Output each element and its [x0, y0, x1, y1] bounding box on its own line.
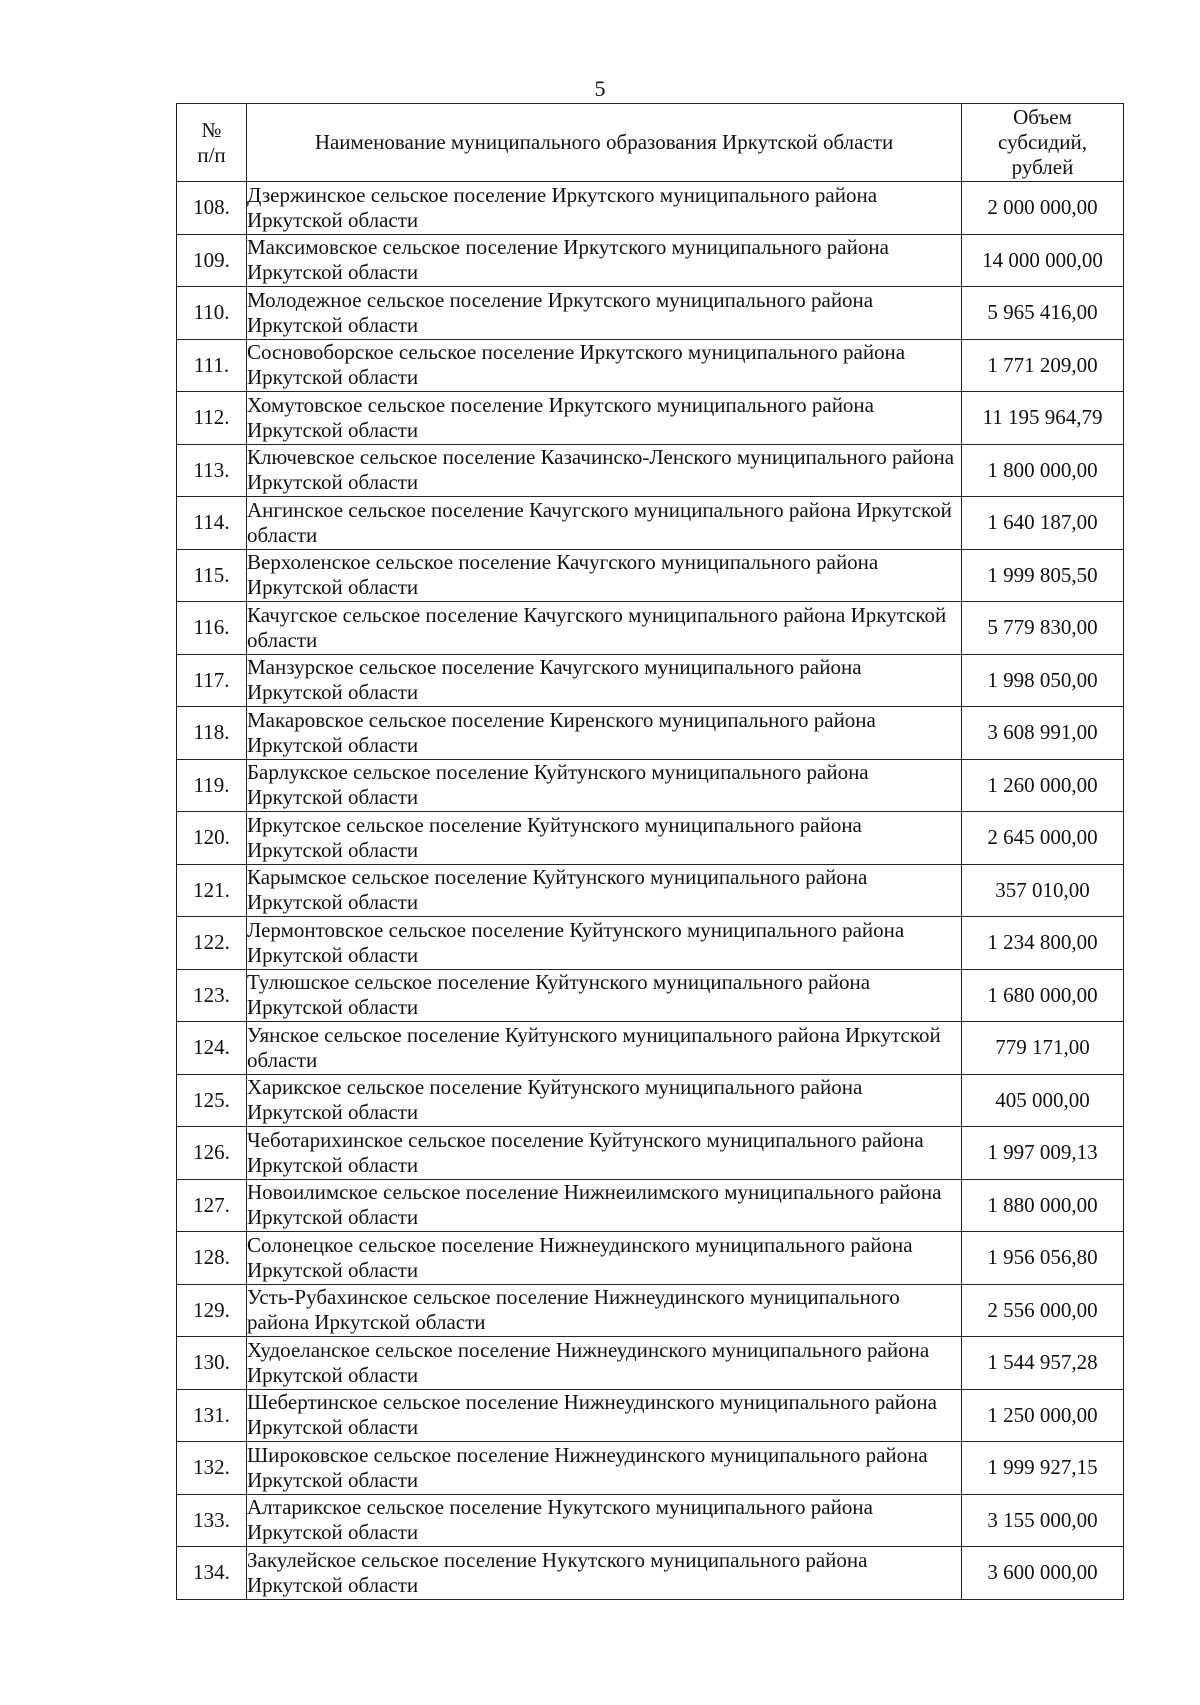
table-row — [177, 1179, 1124, 1232]
subsidy-amount: 2 556 000,00 — [962, 1284, 1124, 1337]
table-row — [177, 864, 1124, 917]
subsidy-amount: 1 956 056,80 — [962, 1232, 1124, 1285]
municipality-name: Худоеланское сельское поселение Нижнеудинского муниципального района Иркутской области — [247, 1337, 962, 1390]
subsidy-amount: 1 640 187,00 — [962, 497, 1124, 550]
municipality-name: Чеботарихинское сельское поселение Куйтунского муниципального района Иркутской области — [247, 1127, 962, 1180]
table-row — [177, 1232, 1124, 1285]
subsidy-amount: 2 000 000,00 — [962, 182, 1124, 235]
row-number: 112. — [177, 392, 247, 445]
table-row — [177, 549, 1124, 602]
subsidy-amount: 1 997 009,13 — [962, 1127, 1124, 1180]
row-number: 116. — [177, 602, 247, 655]
subsidy-amount: 779 171,00 — [962, 1022, 1124, 1075]
municipality-name: Солонецкое сельское поселение Нижнеудинского муниципального района Иркутской области — [247, 1232, 962, 1285]
subsidy-amount: 5 965 416,00 — [962, 287, 1124, 340]
table-row — [177, 759, 1124, 812]
municipality-name: Тулюшское сельское поселение Куйтунского муниципального района Иркутской области — [247, 969, 962, 1022]
municipality-name: Ангинское сельское поселение Качугского муниципального района Иркутской области — [247, 497, 962, 550]
row-number: 118. — [177, 707, 247, 760]
municipality-name: Шебертинское сельское поселение Нижнеудинского муниципального района Иркутской области — [247, 1389, 962, 1442]
row-number: 121. — [177, 864, 247, 917]
table-row — [177, 339, 1124, 392]
municipality-name: Верхоленское сельское поселение Качугского муниципального района Иркутской области — [247, 549, 962, 602]
municipality-name: Качугское сельское поселение Качугского муниципального района Иркутской области — [247, 602, 962, 655]
municipality-name: Дзержинское сельское поселение Иркутского муниципального района Иркутской области — [247, 182, 962, 235]
municipality-name: Макаровское сельское поселение Киренского муниципального района Иркутской области — [247, 707, 962, 760]
municipality-name: Усть-Рубахинское сельское поселение Нижнеудинского муниципального района Иркутской области — [247, 1284, 962, 1337]
subsidy-amount: 405 000,00 — [962, 1074, 1124, 1127]
table-row — [177, 707, 1124, 760]
header-number — [177, 104, 247, 182]
subsidy-amount: 14 000 000,00 — [962, 234, 1124, 287]
table-row — [177, 234, 1124, 287]
subsidy-amount: 2 645 000,00 — [962, 812, 1124, 865]
header-amount-text: Объем субсидий, рублей — [998, 105, 1087, 179]
subsidy-amount: 1 998 050,00 — [962, 654, 1124, 707]
row-number: 123. — [177, 969, 247, 1022]
municipality-name: Закулейское сельское поселение Нукутского муниципального района Иркутской области — [247, 1547, 962, 1600]
table-row — [177, 654, 1124, 707]
subsidy-amount: 1 544 957,28 — [962, 1337, 1124, 1390]
subsidy-amount: 1 771 209,00 — [962, 339, 1124, 392]
table-row — [177, 1389, 1124, 1442]
row-number: 115. — [177, 549, 247, 602]
row-number: 110. — [177, 287, 247, 340]
table-header-row — [177, 104, 1124, 182]
table-row — [177, 287, 1124, 340]
row-number: 108. — [177, 182, 247, 235]
table-row — [177, 497, 1124, 550]
table-row — [177, 1022, 1124, 1075]
municipality-name: Сосновоборское сельское поселение Иркутского муниципального района Иркутской области — [247, 339, 962, 392]
row-number: 134. — [177, 1547, 247, 1600]
table-row — [177, 812, 1124, 865]
subsidy-amount: 3 155 000,00 — [962, 1494, 1124, 1547]
row-number: 133. — [177, 1494, 247, 1547]
municipality-name: Широковское сельское поселение Нижнеудинского муниципального района Иркутской области — [247, 1442, 962, 1495]
subsidy-amount: 3 600 000,00 — [962, 1547, 1124, 1600]
municipality-name: Уянское сельское поселение Куйтунского муниципального района Иркутской области — [247, 1022, 962, 1075]
row-number: 125. — [177, 1074, 247, 1127]
row-number: 130. — [177, 1337, 247, 1390]
municipality-name: Иркутское сельское поселение Куйтунского муниципального района Иркутской области — [247, 812, 962, 865]
header-number-text: № п/п — [197, 117, 226, 167]
table-row — [177, 392, 1124, 445]
row-number: 117. — [177, 654, 247, 707]
municipality-name: Барлукское сельское поселение Куйтунского муниципального района Иркутской области — [247, 759, 962, 812]
municipality-name: Ключевское сельское поселение Казачинско-Ленского муниципального района Иркутской области — [247, 444, 962, 497]
municipality-name: Харикское сельское поселение Куйтунского муниципального района Иркутской области — [247, 1074, 962, 1127]
municipality-name: Хомутовское сельское поселение Иркутского муниципального района Иркутской области — [247, 392, 962, 445]
table-row — [177, 444, 1124, 497]
row-number: 111. — [177, 339, 247, 392]
table-row — [177, 969, 1124, 1022]
subsidy-amount: 3 608 991,00 — [962, 707, 1124, 760]
municipality-name: Алтарикское сельское поселение Нукутского муниципального района Иркутской области — [247, 1494, 962, 1547]
table-row — [177, 1074, 1124, 1127]
table-row — [177, 1337, 1124, 1390]
row-number: 129. — [177, 1284, 247, 1337]
row-number: 113. — [177, 444, 247, 497]
row-number: 119. — [177, 759, 247, 812]
table-row — [177, 1442, 1124, 1495]
municipality-name: Максимовское сельское поселение Иркутского муниципального района Иркутской области — [247, 234, 962, 287]
table-row — [177, 1284, 1124, 1337]
table-row — [177, 917, 1124, 970]
municipality-name: Лермонтовское сельское поселение Куйтунского муниципального района Иркутской области — [247, 917, 962, 970]
municipality-name: Новоилимское сельское поселение Нижнеилимского муниципального района Иркутской области — [247, 1179, 962, 1232]
row-number: 126. — [177, 1127, 247, 1180]
subsidy-amount: 1 234 800,00 — [962, 917, 1124, 970]
row-number: 114. — [177, 497, 247, 550]
subsidy-amount: 1 999 805,50 — [962, 549, 1124, 602]
subsidy-amount: 1 260 000,00 — [962, 759, 1124, 812]
municipality-name: Карымское сельское поселение Куйтунского муниципального района Иркутской области — [247, 864, 962, 917]
subsidy-amount: 1 680 000,00 — [962, 969, 1124, 1022]
subsidy-amount: 1 880 000,00 — [962, 1179, 1124, 1232]
table-row — [177, 1494, 1124, 1547]
subsidy-amount: 5 779 830,00 — [962, 602, 1124, 655]
table-row — [177, 1547, 1124, 1600]
table-body — [177, 182, 1124, 1600]
subsidy-amount: 11 195 964,79 — [962, 392, 1124, 445]
row-number: 120. — [177, 812, 247, 865]
row-number: 127. — [177, 1179, 247, 1232]
subsidy-amount: 357 010,00 — [962, 864, 1124, 917]
row-number: 131. — [177, 1389, 247, 1442]
table-row — [177, 1127, 1124, 1180]
header-name: Наименование муниципального образования Иркутской области — [247, 104, 962, 182]
row-number: 128. — [177, 1232, 247, 1285]
row-number: 124. — [177, 1022, 247, 1075]
table-row — [177, 182, 1124, 235]
header-amount — [962, 104, 1124, 182]
table-row — [177, 602, 1124, 655]
page-number: 5 — [594, 76, 606, 101]
row-number: 109. — [177, 234, 247, 287]
municipality-name: Манзурское сельское поселение Качугского муниципального района Иркутской области — [247, 654, 962, 707]
row-number: 122. — [177, 917, 247, 970]
subsidy-amount: 1 250 000,00 — [962, 1389, 1124, 1442]
row-number: 132. — [177, 1442, 247, 1495]
subsidies-table — [176, 103, 1124, 1600]
municipality-name: Молодежное сельское поселение Иркутского муниципального района Иркутской области — [247, 287, 962, 340]
subsidy-amount: 1 800 000,00 — [962, 444, 1124, 497]
subsidy-amount: 1 999 927,15 — [962, 1442, 1124, 1495]
